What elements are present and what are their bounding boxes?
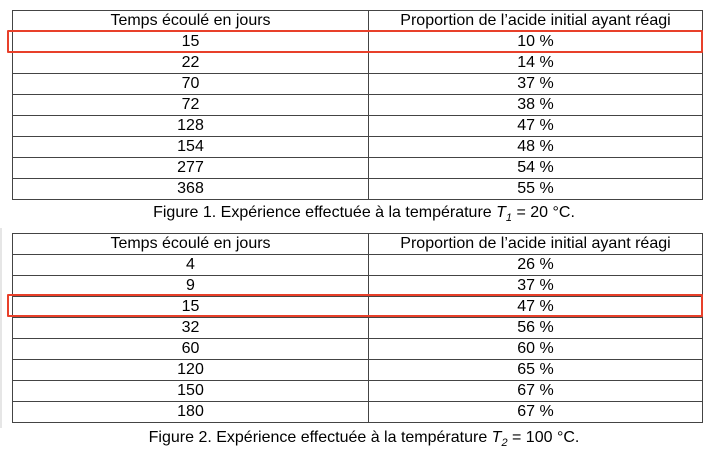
table-row (13, 53, 703, 74)
cell-proportion: 38 % (369, 95, 703, 116)
figure-1-caption (0, 204, 728, 227)
cell-proportion: 37 % (369, 74, 703, 95)
cell-days: 150 (13, 381, 369, 402)
caption-text: Figure 2. Expérience effectuée à la température (148, 429, 492, 446)
header-time-days: Temps écoulé en jours (13, 11, 369, 32)
cell-days: 120 (13, 360, 369, 381)
table-experiment-1 (12, 10, 703, 200)
caption-subscript: 2 (501, 437, 508, 450)
table-row (13, 116, 703, 137)
cell-days: 22 (13, 53, 369, 74)
cell-days: 9 (13, 276, 369, 297)
table-header-row (13, 11, 703, 32)
table-row (13, 360, 703, 381)
table-experiment-2 (12, 233, 703, 423)
table-row (13, 179, 703, 200)
cell-proportion: 67 % (369, 402, 703, 423)
table-row (13, 255, 703, 276)
cell-proportion: 47 % (369, 297, 703, 318)
cell-proportion: 67 % (369, 381, 703, 402)
cell-days: 368 (13, 179, 369, 200)
caption-value: = 20 °C. (512, 204, 575, 221)
table-row (13, 158, 703, 179)
cell-proportion: 37 % (369, 276, 703, 297)
table-row (13, 318, 703, 339)
caption-subscript: 1 (505, 212, 513, 225)
cell-days: 15 (13, 32, 369, 53)
header-acid-proportion: Proportion de l’acide initial ayant réagi (369, 234, 703, 255)
cell-proportion: 14 % (369, 53, 703, 74)
caption-text: Figure 1. Expérience effectuée à la température (153, 204, 497, 221)
caption-value: = 100 °C. (507, 429, 580, 446)
table-row (13, 381, 703, 402)
cell-proportion: 65 % (369, 360, 703, 381)
table-row (13, 276, 703, 297)
table-row (13, 137, 703, 158)
table-row (13, 74, 703, 95)
cell-proportion: 10 % (369, 32, 703, 53)
cell-days: 180 (13, 402, 369, 423)
figure-2-caption (0, 429, 728, 452)
cell-days: 277 (13, 158, 369, 179)
cell-days: 4 (13, 255, 369, 276)
table-row (13, 32, 703, 53)
cell-days: 72 (13, 95, 369, 116)
caption-variable: T (491, 429, 502, 446)
cell-proportion: 56 % (369, 318, 703, 339)
table-row (13, 339, 703, 360)
cell-days: 154 (13, 137, 369, 158)
left-edge-mark (0, 228, 2, 428)
cell-proportion: 47 % (369, 116, 703, 137)
caption-variable: T (496, 204, 506, 221)
table-header-row (13, 234, 703, 255)
table-row (13, 95, 703, 116)
cell-proportion: 54 % (369, 158, 703, 179)
cell-days: 60 (13, 339, 369, 360)
cell-proportion: 60 % (369, 339, 703, 360)
cell-proportion: 26 % (369, 255, 703, 276)
cell-days: 15 (13, 297, 369, 318)
header-time-days: Temps écoulé en jours (13, 234, 369, 255)
cell-proportion: 55 % (369, 179, 703, 200)
table-row (13, 297, 703, 318)
cell-days: 70 (13, 74, 369, 95)
cell-days: 128 (13, 116, 369, 137)
table-row (13, 402, 703, 423)
header-acid-proportion: Proportion de l’acide initial ayant réagi (369, 11, 703, 32)
cell-days: 32 (13, 318, 369, 339)
cell-proportion: 48 % (369, 137, 703, 158)
